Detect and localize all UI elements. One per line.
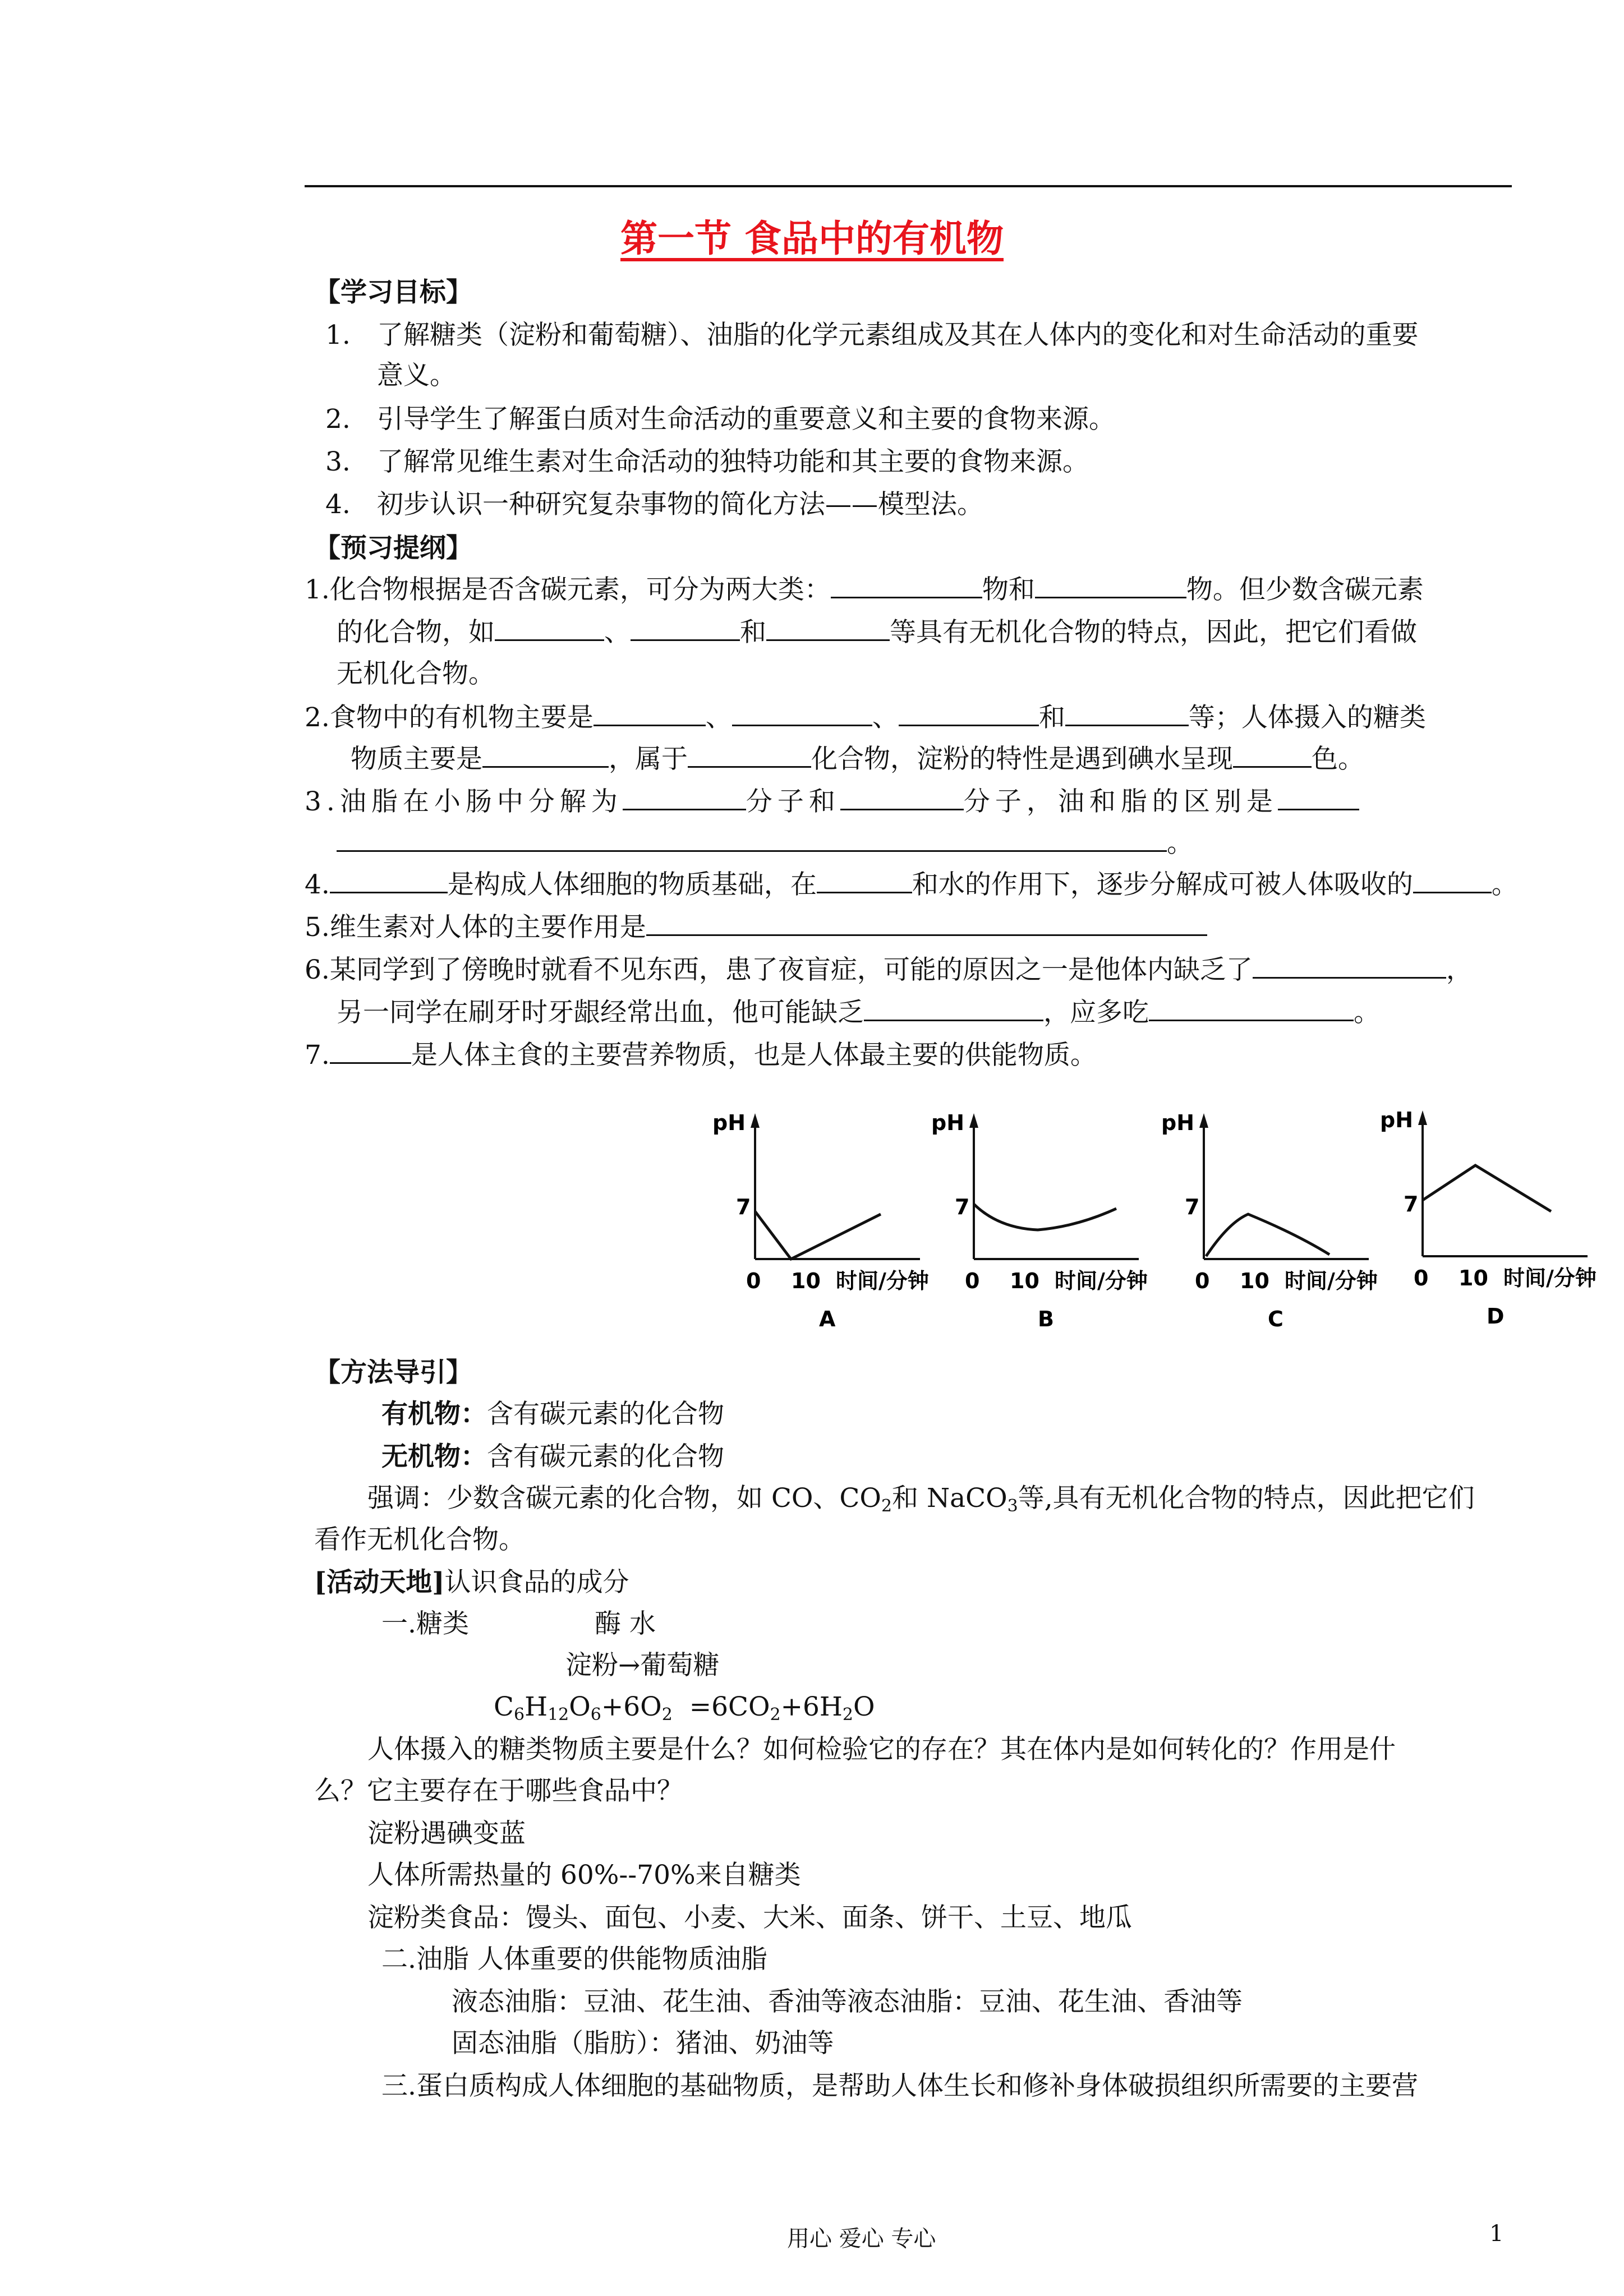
activity-heading-line [314, 1566, 629, 1599]
graph-c-curve [1206, 1214, 1329, 1256]
starch-foods: 淀粉类食品：馒头、面包、小麦、大米、面条、饼干、土豆、地瓜 [367, 1902, 1132, 1933]
graph-b-xlabel: 时间/分钟 [1055, 1269, 1148, 1293]
sugar-title: 一.糖类 [381, 1608, 469, 1639]
q1-text-b: 物和 [982, 574, 1035, 605]
q1-text-e: 、 [604, 617, 631, 648]
activity-heading-rest: 认识食品的成分 [444, 1567, 629, 1598]
q3-blank-2[interactable] [840, 786, 964, 810]
objective-4-num: 4. [325, 489, 351, 520]
graph-d [1380, 1105, 1604, 1343]
graph-c-xtick-10: 10 [1240, 1269, 1269, 1293]
objective-2-num: 2. [325, 404, 351, 435]
q6-line1 [305, 953, 1473, 987]
page-title: 第一节 食品中的有机物 [620, 216, 1004, 260]
graph-d-curve [1423, 1165, 1551, 1211]
q1-text-g: 等具有无机化合物的特点，因此，把它们看做 [890, 617, 1417, 648]
q1-blank-1[interactable] [831, 574, 982, 598]
method-heading: 【方法导引】 [314, 1357, 472, 1388]
organic-def: 含有碳元素的化合物 [487, 1399, 724, 1430]
starch-iodine: 淀粉遇碘变蓝 [367, 1818, 526, 1849]
q5-blank-1[interactable] [646, 912, 1207, 936]
objective-3-text: 了解常见维生素对生命活动的独特功能和其主要的食物来源。 [377, 446, 1089, 477]
emphasis-text-1: 强调：少数含碳元素的化合物，如 CO、CO [367, 1483, 881, 1514]
outline-heading: 【预习提纲】 [314, 533, 472, 564]
q1-line2 [337, 616, 1417, 649]
graph-b-y-arrow [969, 1113, 978, 1128]
objective-4-text: 初步认识一种研究复杂事物的简化方法——模型法。 [377, 489, 983, 520]
q3-line2 [337, 827, 1193, 860]
q4-line [305, 868, 1518, 902]
q2-text-d: 和 [1038, 702, 1065, 733]
objective-1-text: 了解糖类（淀粉和葡萄糖）、油脂的化学元素组成及其在人体内的变化和对生命活动的重要 [377, 320, 1419, 351]
q5-line [305, 911, 1207, 944]
q1-text-c: 物。但少数含碳元素 [1186, 574, 1424, 605]
q2-text-f: 物质主要是 [351, 744, 482, 774]
enzyme-water-label: 酶 水 [595, 1608, 656, 1639]
energy-source: 人体所需热量的 60%--70%来自糖类 [367, 1860, 801, 1891]
graph-b-xtick-10: 10 [1010, 1269, 1039, 1293]
objectives-heading: 【学习目标】 [314, 277, 472, 308]
graph-b-panel-label: B [1038, 1307, 1054, 1331]
objective-1-cont: 意义。 [377, 360, 456, 391]
q7-blank-1[interactable] [330, 1040, 411, 1064]
graph-b-ylabel: pH [931, 1110, 965, 1135]
q7-text-b: 是人体主食的主要营养物质，也是人体最主要的供能物质。 [411, 1040, 1097, 1071]
q1-blank-4[interactable] [631, 617, 740, 641]
q2-text-h: 化合物，淀粉的特性是遇到碘水呈现 [811, 744, 1233, 774]
header-rule [305, 185, 1512, 187]
q2-text-a: 2.食物中的有机物主要是 [305, 702, 594, 733]
inorganic-line [381, 1440, 724, 1474]
q6-text-b: ， [1446, 955, 1473, 985]
graph-c-y-arrow [1199, 1113, 1208, 1128]
q6-blank-2[interactable] [864, 997, 1043, 1021]
q3-blank-1[interactable] [623, 786, 746, 810]
q1-blank-5[interactable] [766, 617, 890, 641]
q4-blank-2[interactable] [817, 869, 912, 893]
graph-b-xtick-0: 0 [965, 1269, 980, 1293]
q6-text-e: 。 [1354, 997, 1380, 1028]
q4-text-a: 4. [305, 869, 330, 900]
graph-c-xlabel: 时间/分钟 [1285, 1269, 1378, 1293]
q2-blank-6[interactable] [688, 744, 811, 768]
q2-blank-5[interactable] [482, 744, 609, 768]
fat-title: 二.油脂 人体重要的供能物质油脂 [381, 1944, 767, 1975]
q2-text-b: 、 [705, 702, 732, 733]
graph-d-xlabel: 时间/分钟 [1503, 1266, 1597, 1290]
q3-text-c: 分子，油和脂的区别是 [963, 786, 1278, 817]
q2-blank-1[interactable] [594, 702, 706, 726]
graph-a [712, 1108, 937, 1345]
graph-c [1161, 1108, 1386, 1345]
q1-text-f: 和 [740, 617, 766, 648]
emphasis-text-4: 看作无机化合物。 [314, 1524, 525, 1555]
activity-heading: [活动天地] [314, 1567, 445, 1598]
graph-a-ytick: 7 [736, 1195, 751, 1219]
graph-d-ylabel: pH [1380, 1108, 1414, 1132]
objective-2-text: 引导学生了解蛋白质对生命活动的重要意义和主要的食物来源。 [377, 404, 1115, 435]
q1-blank-2[interactable] [1035, 574, 1186, 598]
graph-a-xtick-0: 0 [746, 1269, 761, 1293]
graph-c-xtick-0: 0 [1195, 1269, 1210, 1293]
graph-c-ylabel: pH [1161, 1110, 1195, 1135]
q4-blank-1[interactable] [330, 869, 448, 893]
graph-d-ytick: 7 [1404, 1192, 1419, 1216]
graph-a-panel-label: A [819, 1307, 836, 1331]
graph-c-panel-label: C [1268, 1307, 1283, 1331]
q2-text-i: 色。 [1312, 744, 1364, 774]
q2-text-g: ，属于 [609, 744, 688, 774]
q2-line2 [351, 743, 1364, 776]
page-footer: 用心 爱心 专心 [787, 2226, 936, 2252]
q5-text-a: 5.维生素对人体的主要作用是 [305, 912, 646, 943]
q3-blank-3[interactable] [1278, 786, 1359, 810]
emphasis-text-3: 等,具有无机化合物的特点，因此把它们 [1018, 1483, 1475, 1514]
liquid-fat: 液态油脂：豆油、花生油、香油等液态油脂：豆油、花生油、香油等 [452, 1986, 1243, 2017]
q4-text-c: 和水的作用下，逐步分解成可被人体吸收的 [912, 869, 1413, 900]
protein-line: 三.蛋白质构成人体细胞的基础物质，是帮助人体生长和修补身体破损组织所需要的主要营 [381, 2071, 1418, 2101]
q7-line [305, 1039, 1097, 1072]
q6-text-a: 6.某同学到了傍晚时就看不见东西，患了夜盲症，可能的原因之一是他体内缺乏了 [305, 955, 1253, 985]
q6-text-d: ，应多吃 [1043, 997, 1149, 1028]
graph-b [931, 1108, 1156, 1345]
graph-d-xtick-10: 10 [1459, 1266, 1488, 1290]
graph-c-ytick: 7 [1185, 1195, 1200, 1219]
q1-text-h: 无机化合物。 [337, 658, 495, 689]
inorganic-term: 无机物： [381, 1441, 487, 1472]
graph-d-y-arrow [1418, 1110, 1427, 1125]
organic-line [381, 1398, 724, 1431]
q2-blank-4[interactable] [1065, 702, 1189, 726]
q2-blank-7[interactable] [1233, 744, 1312, 768]
formula-line: $C_6H_{12}O_6+6O_2 =6CO_2+6H_2O$ [494, 1691, 875, 1725]
q4-text-d: 。 [1491, 869, 1518, 900]
solid-fat: 固态油脂（脂肪）：猪油、奶油等 [452, 2028, 834, 2059]
sugar-question-1: 人体摄入的糖类物质主要是什么？如何检验它的存在？其在体内是如何转化的？作用是什 [367, 1734, 1396, 1765]
graph-b-curve [974, 1204, 1116, 1230]
q2-blank-3[interactable] [899, 702, 1039, 726]
q4-blank-3[interactable] [1413, 869, 1492, 893]
objective-1-num: 1. [325, 320, 351, 351]
q1-text-d: 的化合物，如 [337, 617, 495, 648]
q2-line1 [305, 701, 1426, 735]
q2-blank-2[interactable] [732, 702, 872, 726]
q6-line2 [337, 996, 1380, 1030]
sugar-question-2: 么？它主要存在于哪些食品中？ [314, 1776, 683, 1806]
graph-a-ylabel: pH [712, 1110, 746, 1135]
q3-text-d: 。 [1167, 828, 1193, 859]
graph-a-xlabel: 时间/分钟 [836, 1269, 929, 1293]
organic-term: 有机物： [381, 1399, 487, 1430]
emphasis-text-2: 和 NaCO [892, 1483, 1007, 1514]
q6-text-c: 另一同学在刷牙时牙龈经常出血，他可能缺乏 [337, 997, 864, 1028]
graph-b-ytick: 7 [955, 1195, 970, 1219]
inorganic-def: 含有碳元素的化合物 [487, 1441, 724, 1472]
q2-text-c: 、 [872, 702, 899, 733]
q6-blank-1[interactable] [1253, 955, 1446, 979]
q6-blank-3[interactable] [1149, 997, 1354, 1021]
q3-text-b: 分子和 [746, 786, 840, 817]
reaction-line: 淀粉→葡萄糖 [565, 1650, 720, 1681]
q3-text-a: 3.油脂在小肠中分解为 [305, 786, 623, 817]
q3-line1 [305, 785, 1359, 819]
graph-a-xtick-10: 10 [791, 1269, 821, 1293]
q2-text-e: 等；人体摄入的糖类 [1188, 702, 1426, 733]
graph-d-panel-label: D [1487, 1304, 1505, 1329]
page-number: 1 [1489, 2221, 1504, 2247]
q1-text-a: 1.化合物根据是否含碳元素，可分为两大类： [305, 574, 831, 605]
objective-3-num: 3. [325, 446, 351, 477]
q1-blank-3[interactable] [495, 617, 604, 641]
graph-a-y-arrow [751, 1113, 760, 1128]
graph-d-xtick-0: 0 [1414, 1266, 1429, 1290]
graph-a-curve [755, 1211, 881, 1259]
q4-text-b: 是构成人体细胞的物质基础，在 [447, 869, 817, 900]
emphasis-line: 强调：少数含碳元素的化合物，如 CO、$CO_2$和 NaCO$_3$等,具有无机化合物的特点，因此把它们 [367, 1483, 1475, 1516]
q1-line1 [305, 573, 1424, 607]
q3-blank-4[interactable] [337, 828, 1167, 852]
q7-text-a: 7. [305, 1040, 330, 1071]
